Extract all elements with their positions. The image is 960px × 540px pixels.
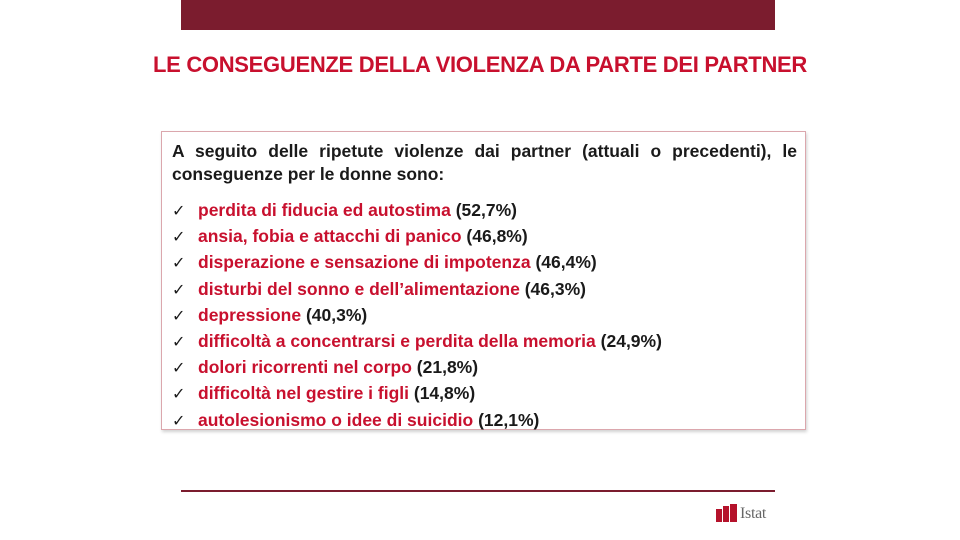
list-item [172, 250, 797, 276]
checkmark-icon: ✓ [172, 255, 186, 273]
footer-divider [181, 490, 775, 492]
checkmark-icon: ✓ [172, 360, 186, 378]
checkmark-icon: ✓ [172, 334, 186, 352]
istat-logo-icon [716, 504, 738, 522]
list-item [172, 408, 797, 434]
slide-title: LE CONSEGUENZE DELLA VIOLENZA DA PARTE DEI PARTNER [153, 52, 807, 77]
item-value: (40,3%) [305, 304, 368, 325]
header-bar [181, 0, 775, 30]
checkmark-icon: ✓ [172, 203, 186, 220]
checkmark-icon: ✓ [172, 307, 186, 325]
item-value: (52,7%) [455, 200, 517, 220]
list-item [172, 355, 797, 381]
intro-text: A seguito delle ripetute violenze dai partner (attuali o precedenti), le conseguenze per le donne sono: [172, 141, 797, 184]
item-value: (46,8%) [466, 226, 528, 247]
list-item [172, 381, 797, 407]
item-text: perdita di fiducia ed autostima [198, 200, 451, 220]
consequences-list [172, 198, 797, 434]
item-text: disturbi del sonno e dell’alimentazione [198, 278, 520, 299]
item-text: difficoltà nel gestire i figli [198, 383, 409, 404]
item-value: (46,3%) [524, 278, 587, 299]
content-box [161, 131, 806, 430]
item-value: (12,1%) [478, 409, 540, 430]
item-text: depressione [198, 304, 302, 325]
list-item [172, 277, 797, 303]
item-text: ansia, fobia e attacchi di panico [198, 226, 462, 247]
list-item [172, 224, 797, 250]
item-value: (21,8%) [416, 357, 479, 378]
checkmark-icon: ✓ [172, 281, 186, 299]
item-text: autolesionismo o idee di suicidio [198, 409, 474, 430]
checkmark-icon: ✓ [172, 229, 186, 247]
item-value: (14,8%) [413, 383, 476, 404]
item-value: (24,9%) [600, 331, 662, 352]
item-value: (46,4%) [535, 252, 597, 273]
checkmark-icon: ✓ [172, 386, 186, 404]
list-item [172, 303, 797, 329]
item-text: disperazione e sensazione di impotenza [198, 252, 531, 273]
list-item [172, 198, 797, 224]
checkmark-icon: ✓ [172, 412, 186, 430]
list-item [172, 329, 797, 355]
item-text: dolori ricorrenti nel corpo [198, 357, 412, 378]
logo-text: Istat [740, 505, 767, 522]
item-text: difficoltà a concentrarsi e perdita della memoria [198, 331, 596, 352]
